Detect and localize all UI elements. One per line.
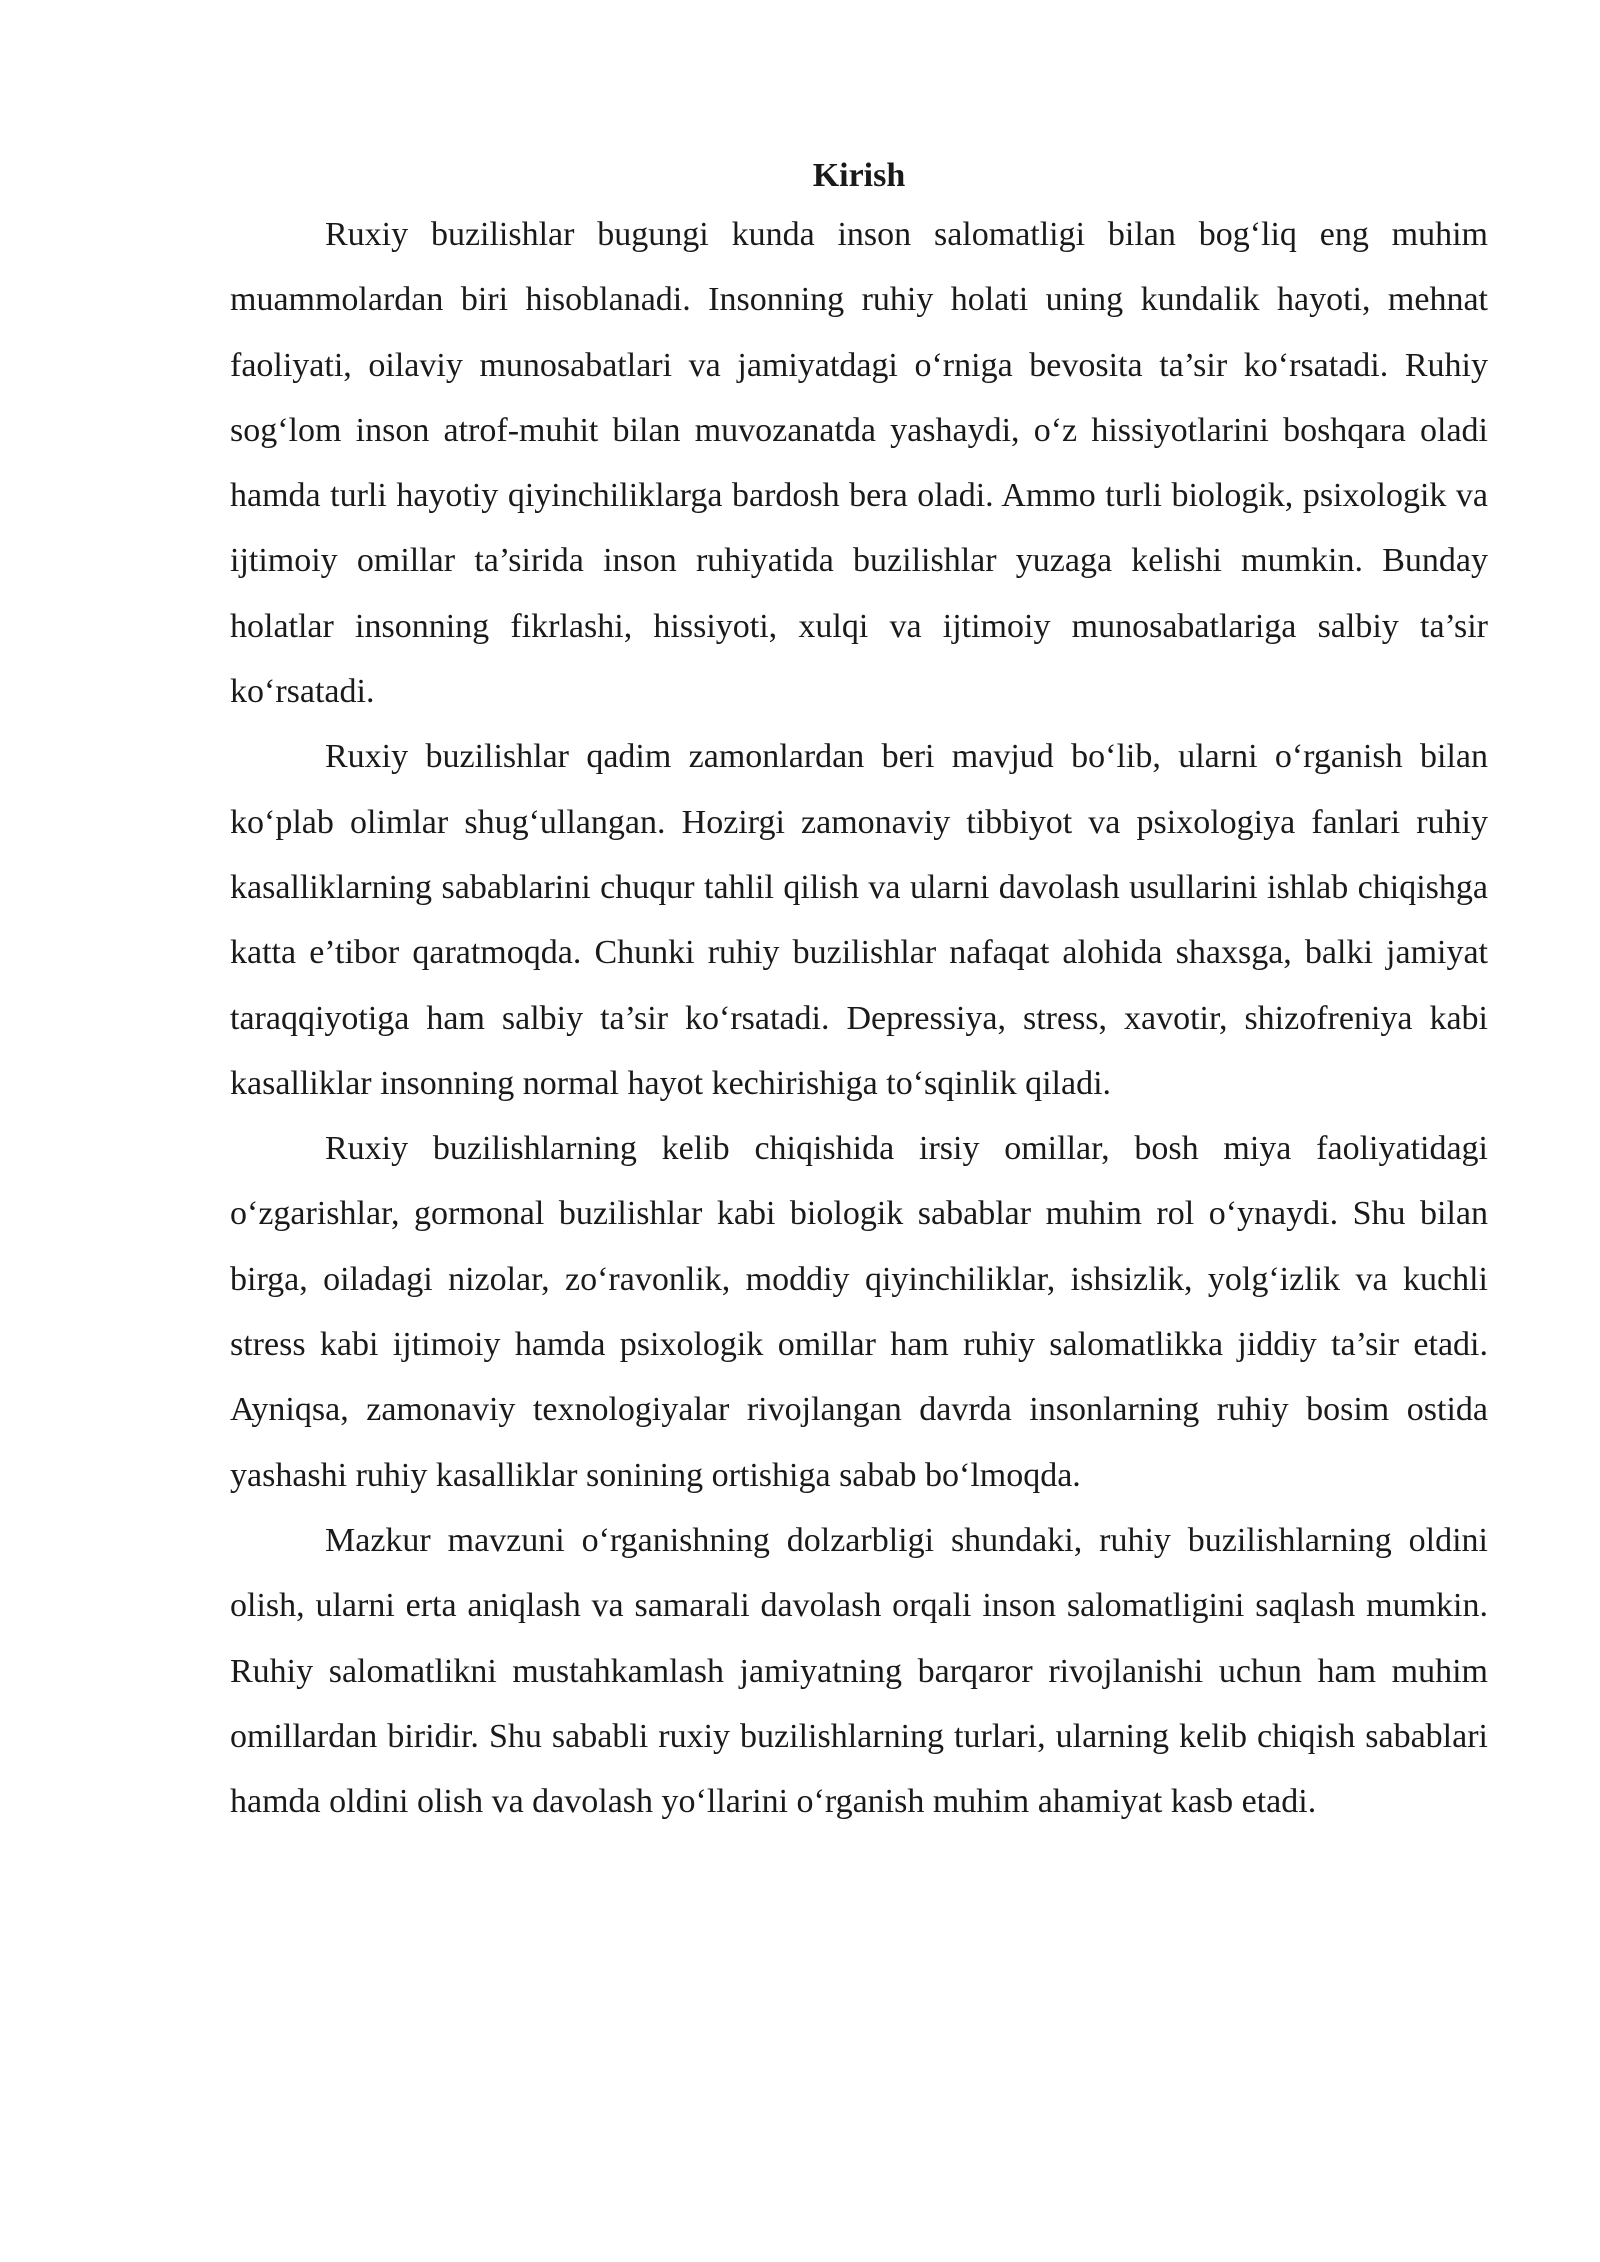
page-title: Kirish: [812, 157, 906, 194]
paragraph-4: Mazkur mavzuni o‘rganishning dolzarbligi shundaki, ruhiy buzilishlarning oldini olish, ularni erta aniqlash va samarali davolash orqali inson salomatligini saqlash mumkin. Ruhiy salomatlikni mustahkamlash jamiyatning barqaror rivojlanishi uchun ham muhim omillardan biridir. Shu sababli ruxiy buzilishlarning turlari, ularning kelib chiqish sabablari hamda oldini olish va davolash yo‘llarini o‘rganish muhim ahamiyat kasb etadi.: [230, 1521, 1488, 1821]
document-body: [230, 150, 1488, 1834]
paragraph-1: Ruxiy buzilishlar bugungi kunda inson salomatligi bilan bog‘liq eng muhim muammolardan biri hisoblanadi. Insonning ruhiy holati uning kundalik hayoti, mehnat faoliyati, oilaviy munosabatlari va jamiyatdagi o‘rniga bevosita ta’sir ko‘rsatadi. Ruhiy sog‘lom inson atrof-muhit bilan muvozanatda yashaydi, o‘z hissiyotlarini boshqara oladi hamda turli hayotiy qiyinchiliklarga bardosh bera oladi. Ammo turli biologik, psixologik va ijtimoiy omillar ta’sirida inson ruhiyatida buzilishlar yuzaga kelishi mumkin. Bunday holatlar insonning fikrlashi, hissiyoti, xulqi va ijtimoiy munosabatlariga salbiy ta’sir ko‘rsatadi.: [230, 216, 1488, 711]
paragraph-3: Ruxiy buzilishlarning kelib chiqishida irsiy omillar, bosh miya faoliyatidagi o‘zgarishlar, gormonal buzilishlar kabi biologik sabablar muhim rol o‘ynaydi. Shu bilan birga, oiladagi nizolar, zo‘ravonlik, moddiy qiyinchiliklar, ishsizlik, yolg‘izlik va kuchli stress kabi ijtimoiy hamda psixologik omillar ham ruhiy salomatlikka jiddiy ta’sir etadi. Ayniqsa, zamonaviy texnologiyalar rivojlangan davrda insonlarning ruhiy bosim ostida yashashi ruhiy kasalliklar sonining ortishiga sabab bo‘lmoqda.: [230, 1130, 1488, 1494]
paragraph-2: Ruxiy buzilishlar qadim zamonlardan beri mavjud bo‘lib, ularni o‘rganish bilan ko‘plab olimlar shug‘ullangan. Hozirgi zamonaviy tibbiyot va psixologiya fanlari ruhiy kasalliklarning sabablarini chuqur tahlil qilish va ularni davolash usullarini ishlab chiqishga katta e’tibor qaratmoqda. Chunki ruhiy buzilishlar nafaqat alohida shaxsga, balki jamiyat taraqqiyotiga ham salbiy ta’sir ko‘rsatadi. Depressiya, stress, xavotir, shizofreniya kabi kasalliklar insonning normal hayot kechirishiga to‘sqinlik qiladi.: [230, 738, 1488, 1102]
